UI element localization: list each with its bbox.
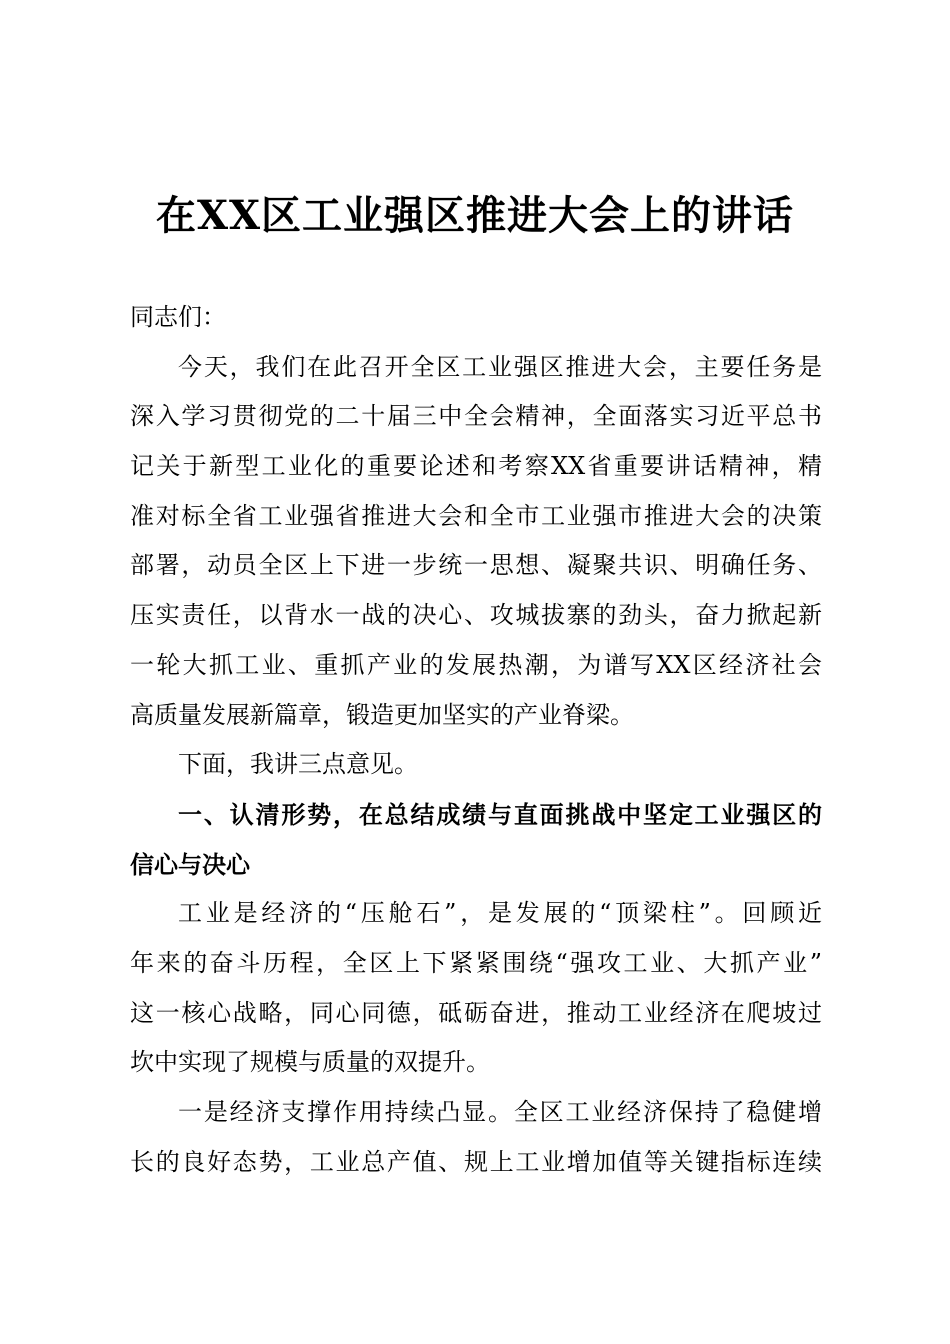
- paragraph-line: 这一核心战略，同心同德，砥砺奋进，推动工业经济在爬坡过: [130, 998, 822, 1027]
- paragraph-line: 一轮大抓工业、重抓产业的发展热潮，为谱写XX区经济社会: [130, 650, 822, 679]
- paragraph-line: 压实责任，以背水一战的决心、攻城拔寨的劲头，奋力掀起新: [130, 601, 822, 630]
- paragraph-line: 深入学习贯彻党的二十届三中全会精神，全面落实习近平总书: [130, 402, 822, 431]
- document-title: 在XX区工业强区推进大会上的讲话: [155, 192, 795, 239]
- document-body: [130, 293, 822, 1187]
- section-heading-line: 一、认清形势，在总结成绩与直面挑战中坚定工业强区的: [178, 799, 822, 829]
- paragraph-line: 部署，动员全区上下进一步统一思想、凝聚共识、明确任务、: [130, 551, 822, 580]
- paragraph-line: 今天，我们在此召开全区工业强区推进大会，主要任务是: [178, 352, 822, 381]
- paragraph-line: 记关于新型工业化的重要论述和考察XX省重要讲话精神，精: [130, 452, 822, 481]
- paragraph-line: 坎中实现了规模与质量的双提升。: [130, 1048, 490, 1077]
- paragraph-line: 准对标全省工业强省推进大会和全市工业强市推进大会的决策: [130, 501, 822, 530]
- paragraph-line: 高质量发展新篇章，锻造更加坚实的产业脊梁。: [130, 700, 634, 729]
- paragraph-line: 同志们：: [130, 303, 226, 331]
- section-heading-line: 信心与决心: [130, 849, 250, 879]
- paragraph-line: 一是经济支撑作用持续凸显。全区工业经济保持了稳健增: [178, 1098, 822, 1126]
- paragraph-line: 工业是经济的“压舱石”，是发展的“顶梁柱”。回顾近: [178, 899, 822, 928]
- paragraph-line: 下面，我讲三点意见。: [178, 750, 418, 779]
- paragraph-line: 长的良好态势，工业总产值、规上工业增加值等关键指标连续: [130, 1147, 822, 1176]
- paragraph-line: 年来的奋斗历程，全区上下紧紧围绕“强攻工业、大抓产业”: [130, 948, 822, 977]
